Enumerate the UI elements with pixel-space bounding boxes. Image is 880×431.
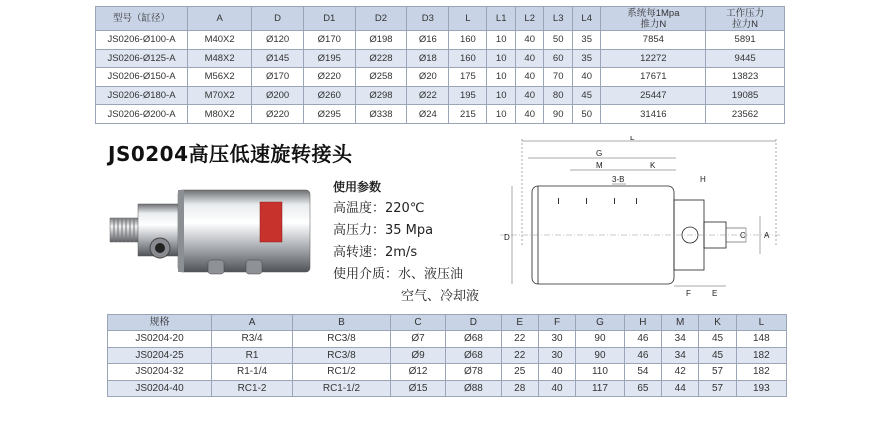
dim-label-d: D xyxy=(504,233,510,242)
table-cell: 10 xyxy=(487,105,516,124)
table-cell: 5891 xyxy=(706,31,785,50)
table-cell: Ø200 xyxy=(252,86,304,105)
param-speed: 高转速：2m/s xyxy=(333,245,418,260)
table-cell: JS0206-Ø200-A xyxy=(96,105,188,124)
param-media-cont: 空气、冷却液 xyxy=(401,289,480,304)
table-cell: RC1-2 xyxy=(212,380,293,397)
header-cell: K xyxy=(699,315,736,331)
table-cell: Ø88 xyxy=(446,380,501,397)
table-cell: Ø170 xyxy=(303,31,355,50)
header-cell: A xyxy=(188,7,252,31)
dim-label-g: G xyxy=(596,149,603,158)
header-cell: D xyxy=(446,315,501,331)
table-cell: R1-1/4 xyxy=(212,364,293,381)
table-cell: Ø16 xyxy=(407,31,449,50)
table-cell: R3/4 xyxy=(212,331,293,348)
table-cell: Ø12 xyxy=(390,364,445,381)
param-media: 使用介质：水、液压油 xyxy=(333,267,464,282)
table-cell: JS0206-Ø150-A xyxy=(96,68,188,87)
header-line: 工作压力 xyxy=(726,7,765,19)
header-cell: L3 xyxy=(544,7,573,31)
table-cell: JS0204-20 xyxy=(108,331,212,348)
table-cell: 90 xyxy=(576,331,625,348)
table-cell: JS0206-Ø180-A xyxy=(96,86,188,105)
table-cell: Ø145 xyxy=(252,49,304,68)
dim-label-m: M xyxy=(596,161,603,170)
table-cell: 28 xyxy=(501,380,538,397)
table-cell: 40 xyxy=(538,364,575,381)
table-cell: 34 xyxy=(662,347,699,364)
table-cell: Ø18 xyxy=(407,49,449,68)
table-cell: 215 xyxy=(449,105,487,124)
table-cell: Ø68 xyxy=(446,347,501,364)
drill-marks xyxy=(558,198,637,204)
table-cell: Ø9 xyxy=(390,347,445,364)
header-line: 拉力N xyxy=(732,18,759,30)
table-cell: 90 xyxy=(544,105,573,124)
table-cell: M56X2 xyxy=(188,68,252,87)
header-cell: H xyxy=(624,315,661,331)
table-row xyxy=(96,31,785,50)
table-cell: 40 xyxy=(515,105,544,124)
spec-table-js0206 xyxy=(95,6,785,124)
brand-label xyxy=(260,202,282,242)
table-cell: M70X2 xyxy=(188,86,252,105)
table-cell: 117 xyxy=(576,380,625,397)
header-cell: D1 xyxy=(303,7,355,31)
table-row xyxy=(108,347,787,364)
barrel xyxy=(178,190,310,272)
table-cell: 160 xyxy=(449,49,487,68)
table-cell: Ø22 xyxy=(407,86,449,105)
header-cell xyxy=(706,7,785,31)
table-cell: Ø198 xyxy=(355,31,407,50)
table-cell: 30 xyxy=(538,331,575,348)
table-row xyxy=(108,380,787,397)
table-cell: 45 xyxy=(572,86,601,105)
table-cell: Ø120 xyxy=(252,31,304,50)
table-cell: JS0204-32 xyxy=(108,364,212,381)
table-cell: RC1/2 xyxy=(293,364,391,381)
table-cell: 10 xyxy=(487,31,516,50)
table-cell: 57 xyxy=(699,364,736,381)
table-cell: 40 xyxy=(515,86,544,105)
table-cell: R1 xyxy=(212,347,293,364)
table-cell: JS0204-25 xyxy=(108,347,212,364)
table-cell: Ø20 xyxy=(407,68,449,87)
table-cell: Ø298 xyxy=(355,86,407,105)
param-pressure: 高压力：35 Mpa xyxy=(333,223,434,238)
header-line: 系统每1Mpa xyxy=(627,7,680,19)
table-cell: 90 xyxy=(576,347,625,364)
table-row xyxy=(96,49,785,68)
table-cell: 34 xyxy=(662,331,699,348)
table-cell: 40 xyxy=(515,49,544,68)
table-cell: RC3/8 xyxy=(293,347,391,364)
table-cell: 35 xyxy=(572,31,601,50)
dim-label-k: K xyxy=(650,161,656,170)
rotary-joint-photo xyxy=(100,176,315,286)
table-cell: Ø195 xyxy=(303,49,355,68)
table-cell: 19085 xyxy=(706,86,785,105)
table-cell: Ø220 xyxy=(252,105,304,124)
table-cell: 50 xyxy=(544,31,573,50)
table-cell: JS0206-Ø100-A xyxy=(96,31,188,50)
table-cell: 9445 xyxy=(706,49,785,68)
params-heading: 使用参数 xyxy=(333,180,382,194)
table-cell: 13823 xyxy=(706,68,785,87)
spec-table-js0204 xyxy=(107,314,787,397)
header-cell: C xyxy=(390,315,445,331)
table-cell: M40X2 xyxy=(188,31,252,50)
header-cell: B xyxy=(293,315,391,331)
table-cell: 25 xyxy=(501,364,538,381)
dim-label-h: H xyxy=(700,175,706,184)
table-cell: Ø260 xyxy=(303,86,355,105)
table-cell: 30 xyxy=(538,347,575,364)
table-row xyxy=(96,68,785,87)
usage-parameters xyxy=(333,178,479,308)
table-cell: M48X2 xyxy=(188,49,252,68)
header-line: 推力N xyxy=(640,18,667,30)
table-cell: Ø170 xyxy=(252,68,304,87)
table-cell: 175 xyxy=(449,68,487,87)
table-header-row xyxy=(108,315,787,331)
header-cell: L4 xyxy=(572,7,601,31)
table-cell: 110 xyxy=(576,364,625,381)
barrel-ring xyxy=(178,190,184,272)
table-cell: 70 xyxy=(544,68,573,87)
table-cell: 44 xyxy=(662,380,699,397)
table-cell: JS0206-Ø125-A xyxy=(96,49,188,68)
header-cell: L2 xyxy=(515,7,544,31)
table-cell: Ø220 xyxy=(303,68,355,87)
header-cell: F xyxy=(538,315,575,331)
table-cell: RC3/8 xyxy=(293,331,391,348)
table-cell: Ø258 xyxy=(355,68,407,87)
param-temperature: 高温度：220℃ xyxy=(333,201,425,216)
table-cell: 10 xyxy=(487,49,516,68)
dim-label-3b: 3-B xyxy=(612,175,625,184)
table-cell: 25447 xyxy=(601,86,706,105)
table-row xyxy=(96,86,785,105)
table-cell: Ø228 xyxy=(355,49,407,68)
header-cell: M xyxy=(662,315,699,331)
table-cell: Ø24 xyxy=(407,105,449,124)
header-cell: G xyxy=(576,315,625,331)
header-cell xyxy=(601,7,706,31)
header-cell: L xyxy=(449,7,487,31)
table-cell: JS0204-40 xyxy=(108,380,212,397)
header-cell: L xyxy=(736,315,786,331)
table-cell: Ø338 xyxy=(355,105,407,124)
table-cell: 160 xyxy=(449,31,487,50)
table-cell: 182 xyxy=(736,347,786,364)
table-cell: 193 xyxy=(736,380,786,397)
table-cell: 80 xyxy=(544,86,573,105)
table-cell: 7854 xyxy=(601,31,706,50)
header-cell: L1 xyxy=(487,7,516,31)
table-cell: 50 xyxy=(572,105,601,124)
table-cell: 12272 xyxy=(601,49,706,68)
table-cell: 65 xyxy=(624,380,661,397)
bottom-port-left xyxy=(208,260,224,274)
dim-label-c: C xyxy=(740,231,746,240)
dim-label-l: L xyxy=(630,136,635,142)
table-cell: 57 xyxy=(699,380,736,397)
table-cell: 10 xyxy=(487,86,516,105)
table-row xyxy=(108,364,787,381)
table-cell: 35 xyxy=(572,49,601,68)
dim-label-e: E xyxy=(712,289,718,298)
header-cell: D2 xyxy=(355,7,407,31)
header-cell: A xyxy=(212,315,293,331)
table-cell: Ø15 xyxy=(390,380,445,397)
table-cell: 54 xyxy=(624,364,661,381)
table-cell: 148 xyxy=(736,331,786,348)
table-cell: 40 xyxy=(538,380,575,397)
table-cell: 195 xyxy=(449,86,487,105)
table-cell: 22 xyxy=(501,347,538,364)
table-cell: 46 xyxy=(624,331,661,348)
table-row xyxy=(108,331,787,348)
table-cell: 182 xyxy=(736,364,786,381)
header-cell: 规格 xyxy=(108,315,212,331)
product-title: JS0204高压低速旋转接头 xyxy=(108,142,353,166)
table-cell: RC1-1/2 xyxy=(293,380,391,397)
table-cell: M80X2 xyxy=(188,105,252,124)
table-cell: Ø295 xyxy=(303,105,355,124)
table-cell: 31416 xyxy=(601,105,706,124)
table-cell: Ø68 xyxy=(446,331,501,348)
table-cell: 45 xyxy=(699,347,736,364)
header-cell: D3 xyxy=(407,7,449,31)
table-cell: 60 xyxy=(544,49,573,68)
dim-label-a: A xyxy=(764,231,770,240)
table-cell: 17671 xyxy=(601,68,706,87)
dim-label-f: F xyxy=(686,289,691,298)
table-header-row xyxy=(96,7,785,31)
table-cell: 23562 xyxy=(706,105,785,124)
table-cell: 42 xyxy=(662,364,699,381)
table-cell: 10 xyxy=(487,68,516,87)
table-cell: 40 xyxy=(515,31,544,50)
bottom-port-right xyxy=(246,260,262,274)
table-cell: Ø78 xyxy=(446,364,501,381)
table-cell: 40 xyxy=(572,68,601,87)
header-cell: D xyxy=(252,7,304,31)
table-cell: 46 xyxy=(624,347,661,364)
header-cell: E xyxy=(501,315,538,331)
side-port-hole xyxy=(155,243,165,253)
header-cell: 型号（缸径） xyxy=(96,7,188,31)
dimension-drawing xyxy=(500,136,780,302)
table-cell: 22 xyxy=(501,331,538,348)
table-cell: 45 xyxy=(699,331,736,348)
table-cell: 40 xyxy=(515,68,544,87)
table-row xyxy=(96,105,785,124)
table-cell: Ø7 xyxy=(390,331,445,348)
